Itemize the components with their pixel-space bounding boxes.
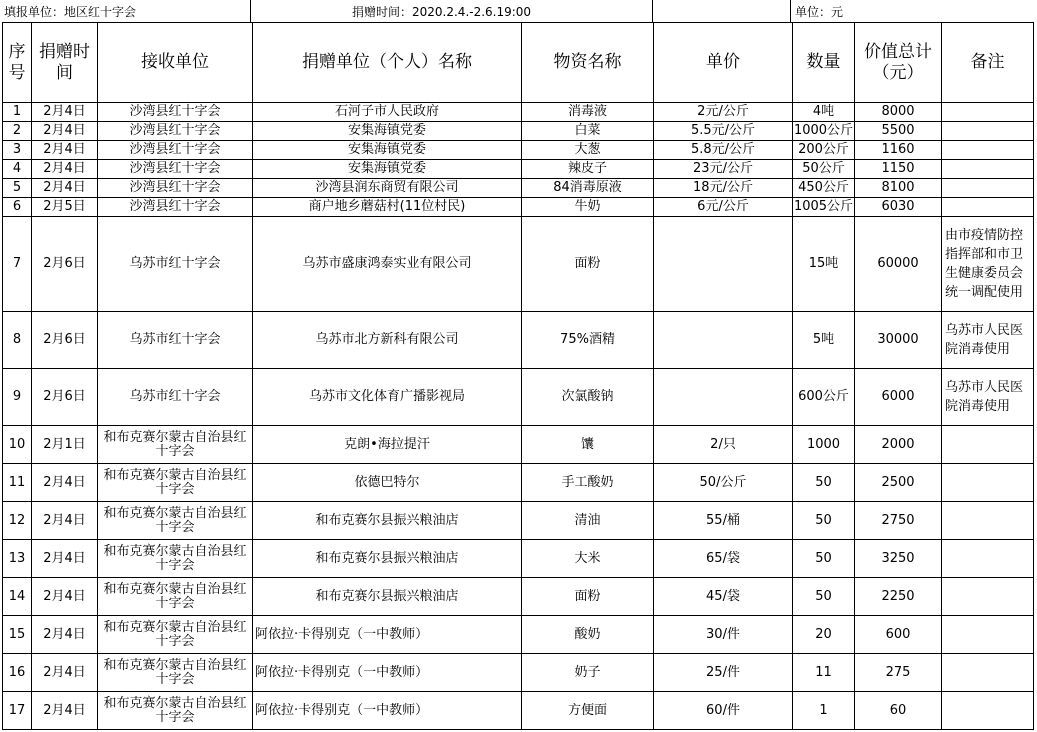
cell-donor: 沙湾县润东商贸有限公司 — [253, 179, 522, 198]
table-row — [3, 141, 1034, 160]
header-divider — [652, 0, 653, 22]
table-row — [3, 616, 1034, 654]
cell-donor: 阿依拉·卡得别克（一中教师） — [253, 692, 522, 730]
cell-note — [942, 103, 1034, 122]
cell-donor: 克朗•海拉提汗 — [253, 426, 522, 464]
col-receiver: 接收单位 — [98, 23, 253, 103]
cell-qty: 1005公斤 — [793, 198, 855, 217]
cell-receiver: 和布克赛尔蒙古自治县红十字会 — [98, 502, 253, 540]
cell-total: 30000 — [855, 312, 942, 369]
cell-time: 2月4日 — [32, 160, 98, 179]
cell-note — [942, 578, 1034, 616]
cell-note — [942, 426, 1034, 464]
table-row — [3, 160, 1034, 179]
table-row — [3, 464, 1034, 502]
cell-time: 2月4日 — [32, 654, 98, 692]
cell-item: 奶子 — [522, 654, 654, 692]
cell-item: 大米 — [522, 540, 654, 578]
cell-seq: 6 — [3, 198, 32, 217]
cell-item: 消毒液 — [522, 103, 654, 122]
cell-receiver: 和布克赛尔蒙古自治县红十字会 — [98, 426, 253, 464]
cell-item: 次氯酸钠 — [522, 369, 654, 426]
cell-donor: 安集海镇党委 — [253, 122, 522, 141]
cell-time: 2月4日 — [32, 578, 98, 616]
cell-donor: 阿依拉·卡得别克（一中教师） — [253, 654, 522, 692]
table-row — [3, 540, 1034, 578]
cell-note — [942, 179, 1034, 198]
col-time: 捐赠时间 — [32, 23, 98, 103]
cell-price: 18元/公斤 — [654, 179, 793, 198]
cell-qty: 15吨 — [793, 217, 855, 312]
cell-price — [654, 369, 793, 426]
cell-price — [654, 312, 793, 369]
cell-time: 2月4日 — [32, 540, 98, 578]
cell-qty: 50 — [793, 502, 855, 540]
cell-qty: 20 — [793, 616, 855, 654]
cell-note: 由市疫情防控指挥部和市卫生健康委员会统一调配使用 — [942, 217, 1034, 312]
cell-note — [942, 616, 1034, 654]
cell-qty: 600公斤 — [793, 369, 855, 426]
table-row — [3, 578, 1034, 616]
table-row — [3, 179, 1034, 198]
cell-note — [942, 654, 1034, 692]
col-item: 物资名称 — [522, 23, 654, 103]
cell-time: 2月4日 — [32, 464, 98, 502]
cell-total: 6000 — [855, 369, 942, 426]
cell-item: 方便面 — [522, 692, 654, 730]
cell-time: 2月4日 — [32, 502, 98, 540]
cell-item: 面粉 — [522, 578, 654, 616]
cell-receiver: 乌苏市红十字会 — [98, 217, 253, 312]
col-qty: 数量 — [793, 23, 855, 103]
cell-total: 2500 — [855, 464, 942, 502]
cell-donor: 商户地乡蘑菇村(11位村民) — [253, 198, 522, 217]
cell-item: 辣皮子 — [522, 160, 654, 179]
cell-item: 白菜 — [522, 122, 654, 141]
cell-time: 2月6日 — [32, 217, 98, 312]
cell-receiver: 沙湾县红十字会 — [98, 160, 253, 179]
cell-receiver: 沙湾县红十字会 — [98, 141, 253, 160]
cell-total: 2750 — [855, 502, 942, 540]
report-header — [0, 0, 1037, 22]
cell-donor: 安集海镇党委 — [253, 141, 522, 160]
cell-price: 25/件 — [654, 654, 793, 692]
cell-seq: 17 — [3, 692, 32, 730]
cell-time: 2月4日 — [32, 141, 98, 160]
cell-total: 2000 — [855, 426, 942, 464]
cell-note: 乌苏市人民医院消毒使用 — [942, 369, 1034, 426]
table-row — [3, 502, 1034, 540]
table-row — [3, 103, 1034, 122]
cell-time: 2月5日 — [32, 198, 98, 217]
cell-receiver: 沙湾县红十字会 — [98, 198, 253, 217]
cell-price: 60/件 — [654, 692, 793, 730]
cell-item: 清油 — [522, 502, 654, 540]
cell-seq: 15 — [3, 616, 32, 654]
donation-time: 捐赠时间：2020.2.4.-2.6.19:00 — [352, 5, 532, 19]
table-header-row — [3, 23, 1034, 103]
table-row — [3, 654, 1034, 692]
cell-item: 手工酸奶 — [522, 464, 654, 502]
cell-donor: 和布克赛尔县振兴粮油店 — [253, 540, 522, 578]
col-total: 价值总计（元） — [855, 23, 942, 103]
cell-price: 23元/公斤 — [654, 160, 793, 179]
cell-donor: 和布克赛尔县振兴粮油店 — [253, 502, 522, 540]
cell-receiver: 和布克赛尔蒙古自治县红十字会 — [98, 578, 253, 616]
donation-table — [2, 22, 1034, 730]
cell-donor: 乌苏市文化体育广播影视局 — [253, 369, 522, 426]
cell-note — [942, 198, 1034, 217]
cell-total: 3250 — [855, 540, 942, 578]
cell-seq: 12 — [3, 502, 32, 540]
table-row — [3, 692, 1034, 730]
cell-donor: 乌苏市北方新科有限公司 — [253, 312, 522, 369]
cell-note — [942, 540, 1034, 578]
cell-time: 2月1日 — [32, 426, 98, 464]
cell-total: 60000 — [855, 217, 942, 312]
cell-item: 大葱 — [522, 141, 654, 160]
cell-donor: 安集海镇党委 — [253, 160, 522, 179]
cell-receiver: 沙湾县红十字会 — [98, 179, 253, 198]
cell-price: 5.5元/公斤 — [654, 122, 793, 141]
cell-price: 2/只 — [654, 426, 793, 464]
cell-seq: 10 — [3, 426, 32, 464]
cell-seq: 13 — [3, 540, 32, 578]
cell-qty: 50公斤 — [793, 160, 855, 179]
cell-seq: 4 — [3, 160, 32, 179]
cell-total: 5500 — [855, 122, 942, 141]
cell-price: 6元/公斤 — [654, 198, 793, 217]
cell-note — [942, 141, 1034, 160]
cell-receiver: 和布克赛尔蒙古自治县红十字会 — [98, 464, 253, 502]
col-price: 单价 — [654, 23, 793, 103]
cell-receiver: 和布克赛尔蒙古自治县红十字会 — [98, 654, 253, 692]
cell-receiver: 和布克赛尔蒙古自治县红十字会 — [98, 540, 253, 578]
cell-seq: 3 — [3, 141, 32, 160]
table-row — [3, 198, 1034, 217]
cell-time: 2月4日 — [32, 179, 98, 198]
cell-total: 275 — [855, 654, 942, 692]
cell-receiver: 和布克赛尔蒙古自治县红十字会 — [98, 692, 253, 730]
col-note: 备注 — [942, 23, 1034, 103]
col-seq: 序号 — [3, 23, 32, 103]
cell-note: 乌苏市人民医院消毒使用 — [942, 312, 1034, 369]
cell-price: 2元/公斤 — [654, 103, 793, 122]
reporting-unit: 填报单位：地区红十字会 — [4, 5, 137, 19]
cell-note — [942, 692, 1034, 730]
cell-qty: 5吨 — [793, 312, 855, 369]
cell-qty: 1000公斤 — [793, 122, 855, 141]
cell-note — [942, 464, 1034, 502]
cell-total: 8000 — [855, 103, 942, 122]
cell-seq: 16 — [3, 654, 32, 692]
cell-price — [654, 217, 793, 312]
table-row — [3, 217, 1034, 312]
cell-total: 1150 — [855, 160, 942, 179]
cell-qty: 1000 — [793, 426, 855, 464]
cell-price: 65/袋 — [654, 540, 793, 578]
cell-time: 2月4日 — [32, 103, 98, 122]
table-row — [3, 369, 1034, 426]
header-divider — [250, 0, 251, 22]
cell-time: 2月4日 — [32, 692, 98, 730]
cell-price: 45/袋 — [654, 578, 793, 616]
cell-item: 酸奶 — [522, 616, 654, 654]
cell-receiver: 乌苏市红十字会 — [98, 312, 253, 369]
table-row — [3, 122, 1034, 141]
cell-price: 55/桶 — [654, 502, 793, 540]
cell-note — [942, 122, 1034, 141]
cell-price: 5.8元/公斤 — [654, 141, 793, 160]
cell-donor: 石河子市人民政府 — [253, 103, 522, 122]
cell-qty: 11 — [793, 654, 855, 692]
cell-note — [942, 160, 1034, 179]
cell-donor: 乌苏市盛康鸿泰实业有限公司 — [253, 217, 522, 312]
cell-seq: 7 — [3, 217, 32, 312]
cell-seq: 11 — [3, 464, 32, 502]
cell-total: 2250 — [855, 578, 942, 616]
cell-time: 2月6日 — [32, 312, 98, 369]
cell-total: 60 — [855, 692, 942, 730]
cell-time: 2月4日 — [32, 122, 98, 141]
cell-time: 2月4日 — [32, 616, 98, 654]
cell-donor: 依德巴特尔 — [253, 464, 522, 502]
cell-donor: 阿依拉·卡得别克（一中教师） — [253, 616, 522, 654]
cell-receiver: 和布克赛尔蒙古自治县红十字会 — [98, 616, 253, 654]
cell-seq: 8 — [3, 312, 32, 369]
cell-note — [942, 502, 1034, 540]
cell-item: 牛奶 — [522, 198, 654, 217]
cell-seq: 5 — [3, 179, 32, 198]
cell-qty: 200公斤 — [793, 141, 855, 160]
cell-item: 84消毒原液 — [522, 179, 654, 198]
cell-price: 50/公斤 — [654, 464, 793, 502]
cell-qty: 4吨 — [793, 103, 855, 122]
cell-seq: 9 — [3, 369, 32, 426]
currency-unit: 单位：元 — [795, 5, 844, 19]
cell-item: 馕 — [522, 426, 654, 464]
col-donor: 捐赠单位（个人）名称 — [253, 23, 522, 103]
cell-seq: 2 — [3, 122, 32, 141]
table-row — [3, 312, 1034, 369]
cell-price: 30/件 — [654, 616, 793, 654]
header-divider — [790, 0, 791, 22]
cell-donor: 和布克赛尔县振兴粮油店 — [253, 578, 522, 616]
cell-total: 1160 — [855, 141, 942, 160]
cell-receiver: 沙湾县红十字会 — [98, 122, 253, 141]
cell-receiver: 沙湾县红十字会 — [98, 103, 253, 122]
cell-item: 75%酒精 — [522, 312, 654, 369]
cell-qty: 50 — [793, 578, 855, 616]
cell-receiver: 乌苏市红十字会 — [98, 369, 253, 426]
table-row — [3, 426, 1034, 464]
cell-total: 600 — [855, 616, 942, 654]
cell-qty: 50 — [793, 464, 855, 502]
cell-time: 2月6日 — [32, 369, 98, 426]
cell-qty: 1 — [793, 692, 855, 730]
cell-qty: 450公斤 — [793, 179, 855, 198]
cell-qty: 50 — [793, 540, 855, 578]
cell-seq: 1 — [3, 103, 32, 122]
cell-seq: 14 — [3, 578, 32, 616]
cell-total: 6030 — [855, 198, 942, 217]
cell-total: 8100 — [855, 179, 942, 198]
cell-item: 面粉 — [522, 217, 654, 312]
